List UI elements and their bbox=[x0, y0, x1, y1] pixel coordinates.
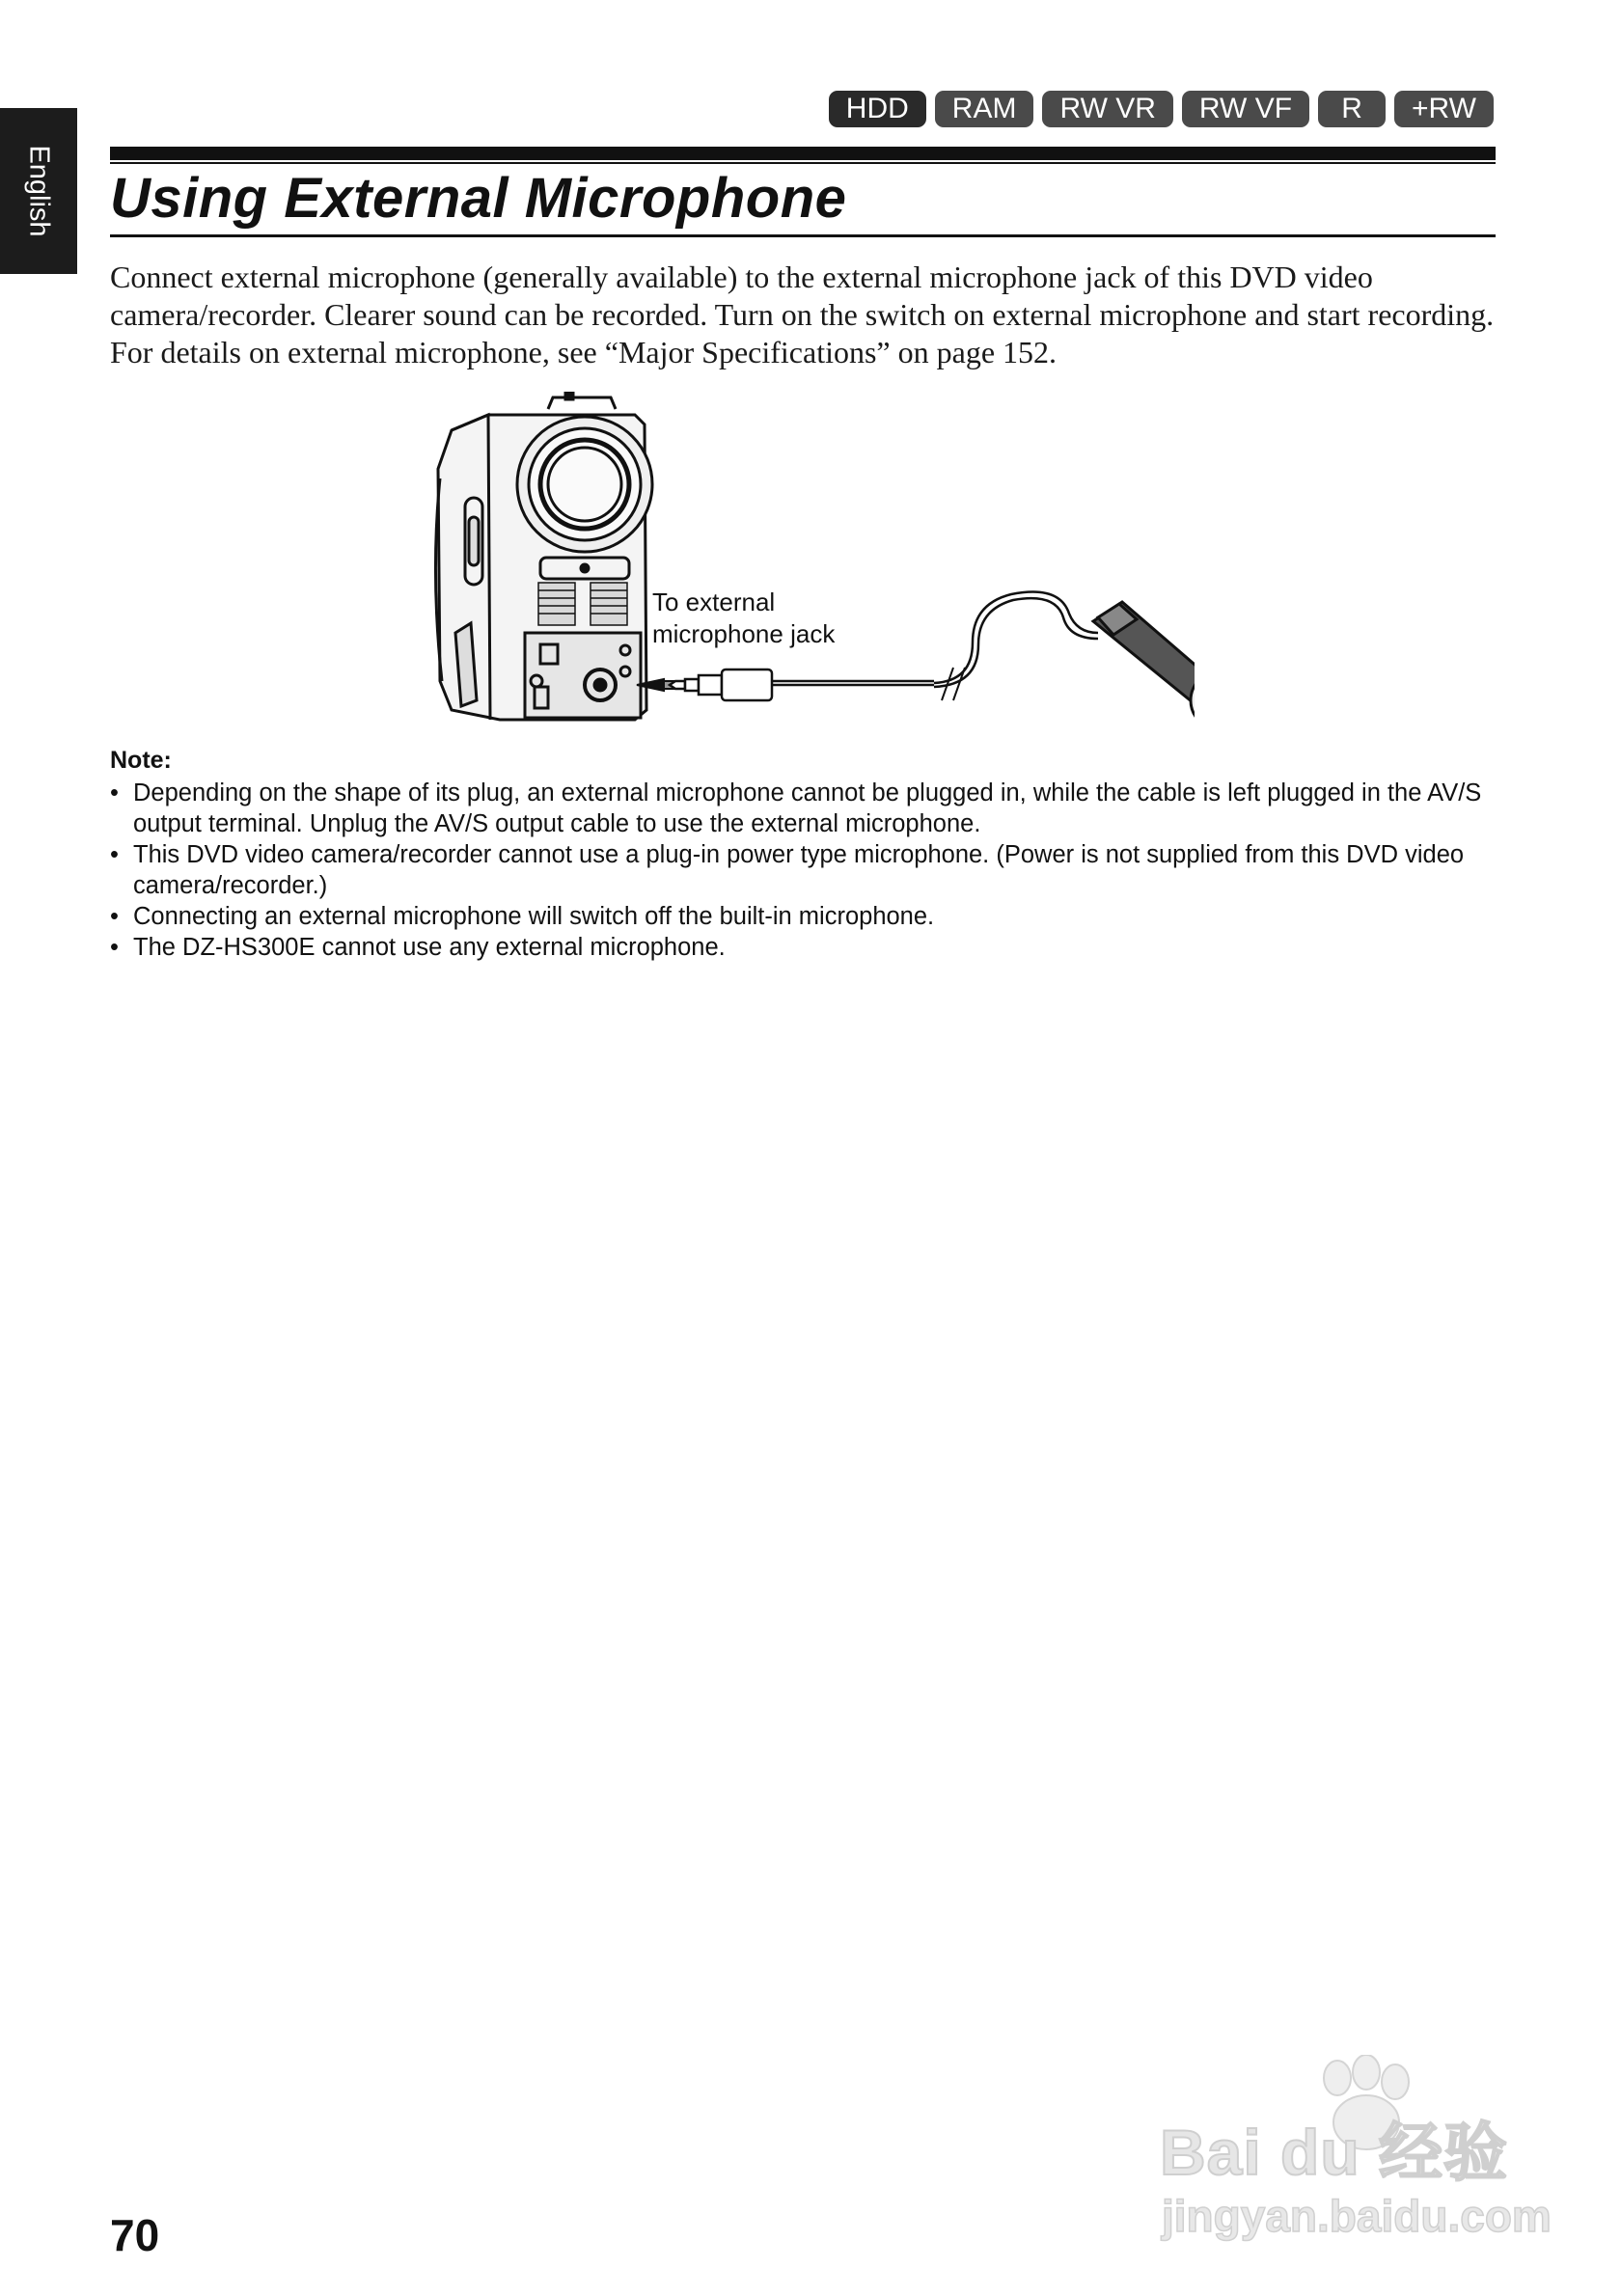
callout-line-2: microphone jack bbox=[652, 619, 836, 648]
mic-grille-right bbox=[591, 583, 627, 625]
figure-callout-label bbox=[652, 587, 835, 650]
note-list bbox=[110, 778, 1499, 963]
page-title: Using External Microphone bbox=[110, 167, 847, 230]
title-thin-rule bbox=[110, 162, 1496, 164]
disc-tag-rw-vr: RW VR bbox=[1042, 91, 1172, 127]
title-top-rule bbox=[110, 147, 1496, 160]
note-item: • The DZ-HS300E cannot use any external microphone. bbox=[110, 932, 1499, 963]
language-side-tab bbox=[0, 108, 77, 274]
note-item: • Connecting an external microphone will switch off the built-in microphone. bbox=[110, 901, 1499, 932]
mic-plug bbox=[670, 670, 934, 700]
camcorder-drawing bbox=[435, 392, 652, 720]
disc-tag-plus-rw: +RW bbox=[1394, 91, 1494, 127]
callout-line-1: To external bbox=[652, 588, 776, 616]
disc-tag-rw-vf: RW VF bbox=[1182, 91, 1309, 127]
note-item: • Depending on the shape of its plug, an external microphone cannot be plugged in, while the cable is left plugged in the AV/S output terminal. Unplug the AV/S output cable to use the external microphone. bbox=[110, 778, 1499, 839]
note-heading: Note: bbox=[110, 747, 172, 774]
page-number: 70 bbox=[110, 2210, 160, 2260]
microphone-icon bbox=[1093, 602, 1195, 729]
title-underline bbox=[110, 234, 1496, 237]
intro-paragraph: Connect external microphone (generally available) to the external microphone jack of this DVD video camera/recorder. Clearer sound can be recorded. Turn on the switch on external microphone and start recording. For details on external microphone, see “Major Specifications” on page 152. bbox=[110, 260, 1495, 369]
note-item: • This DVD video camera/recorder cannot use a plug-in power type microphone. (Power is not supplied from this DVD video camera/recorder.) bbox=[110, 839, 1499, 901]
watermark-url: jingyan.baidu.com bbox=[1162, 2191, 1552, 2241]
watermark-brand: Bai du 经验 bbox=[1160, 2117, 1509, 2188]
disc-tag-r: R bbox=[1318, 91, 1386, 127]
language-label: English bbox=[23, 145, 55, 237]
disc-tag-ram: RAM bbox=[935, 91, 1034, 127]
disc-type-tags bbox=[829, 91, 1494, 127]
camera-microphone-illustration bbox=[432, 392, 1195, 739]
mic-grille-left bbox=[538, 583, 575, 625]
disc-tag-hdd: HDD bbox=[829, 91, 926, 127]
